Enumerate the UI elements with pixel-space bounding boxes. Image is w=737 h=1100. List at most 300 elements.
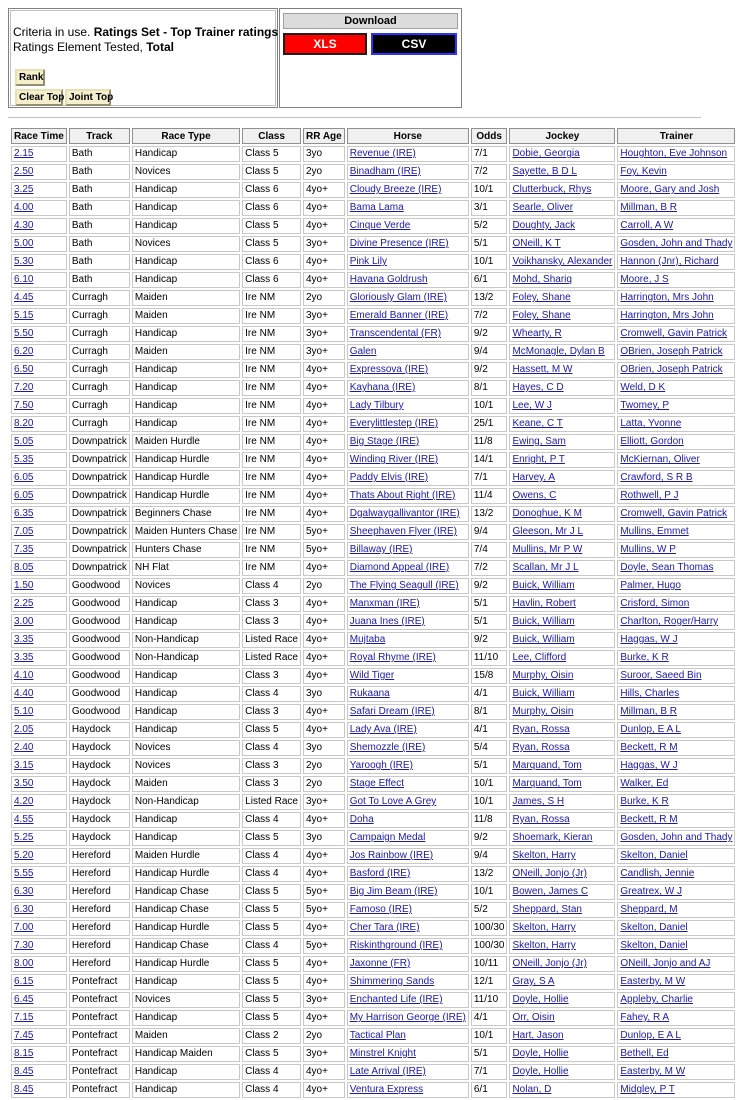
horse-link[interactable]: My Harrison George (IRE) xyxy=(349,1012,466,1023)
race-time-link[interactable]: 5.20 xyxy=(14,850,34,861)
rank-button[interactable]: Rank xyxy=(15,69,45,86)
cell-track: Haydock xyxy=(69,722,130,738)
race-time-link[interactable]: 7.20 xyxy=(14,382,34,393)
race-time-link[interactable]: 4.30 xyxy=(14,220,34,231)
jockey-link[interactable]: Ryan, Rossa xyxy=(512,724,570,735)
cell-horse xyxy=(347,776,469,792)
horse-link[interactable]: Gloriously Glam (IRE) xyxy=(349,292,447,303)
cell-race-time xyxy=(11,398,67,414)
column-header-race-type[interactable]: Race Type xyxy=(132,128,240,144)
race-time-link[interactable]: 3.00 xyxy=(14,616,34,627)
table-row xyxy=(11,1010,735,1026)
trainer-link[interactable]: ONeill, Jonjo and AJ xyxy=(620,958,711,969)
download-xls-button[interactable]: XLS xyxy=(283,33,367,55)
trainer-link[interactable]: Weld, D K xyxy=(620,382,666,393)
jockey-link[interactable]: Ewing, Sam xyxy=(512,436,566,447)
trainer-link[interactable]: Moore, Gary and Josh xyxy=(620,184,720,195)
horse-link[interactable]: Late Arrival (IRE) xyxy=(349,1066,426,1077)
horse-link[interactable]: Everylittlestep (IRE) xyxy=(349,418,439,429)
cell-race-time xyxy=(11,794,67,810)
trainer-link[interactable]: Hills, Charles xyxy=(620,688,680,699)
cell-class: Ire NM xyxy=(242,524,301,540)
horse-link[interactable]: Diamond Appeal (IRE) xyxy=(349,562,450,573)
cell-trainer xyxy=(617,308,735,324)
jockey-link[interactable]: Marquand, Tom xyxy=(512,760,582,771)
column-header-horse[interactable]: Horse xyxy=(347,128,469,144)
cell-horse xyxy=(347,290,469,306)
trainer-link[interactable]: Gosden, John and Thady xyxy=(620,832,733,843)
horse-link[interactable]: Rukaana xyxy=(349,688,390,699)
cell-trainer xyxy=(617,794,735,810)
jockey-link[interactable]: Scallan, Mr J L xyxy=(512,562,579,573)
trainer-link[interactable]: Fahey, R A xyxy=(620,1012,670,1023)
horse-link[interactable]: Jos Rainbow (IRE) xyxy=(349,850,434,861)
cell-odds: 9/2 xyxy=(471,362,508,378)
cell-horse xyxy=(347,902,469,918)
race-time-link[interactable]: 4.00 xyxy=(14,202,34,213)
cell-horse xyxy=(347,236,469,252)
cell-odds: 8/1 xyxy=(471,380,508,396)
jockey-link[interactable]: Hart, Jason xyxy=(512,1030,564,1041)
jockey-link[interactable]: Sheppard, Stan xyxy=(512,904,582,915)
horse-link[interactable]: Big Stage (IRE) xyxy=(349,436,420,447)
jockey-link[interactable]: Shoemark, Kieran xyxy=(512,832,593,843)
race-time-link[interactable]: 6.45 xyxy=(14,994,34,1005)
race-time-link[interactable]: 5.10 xyxy=(14,706,34,717)
jockey-link[interactable]: Donoghue, K M xyxy=(512,508,582,519)
trainer-link[interactable]: Harrington, Mrs John xyxy=(620,310,714,321)
cell-track: Goodwood xyxy=(69,650,130,666)
table-row xyxy=(11,362,735,378)
race-time-link[interactable]: 2.15 xyxy=(14,148,34,159)
trainer-link[interactable]: Crawford, S R B xyxy=(620,472,693,483)
race-time-link[interactable]: 7.35 xyxy=(14,544,34,555)
trainer-link[interactable]: Skelton, Daniel xyxy=(620,850,688,861)
jockey-link[interactable]: ONeill, Jonjo (Jr) xyxy=(512,868,587,879)
cell-horse xyxy=(347,992,469,1008)
cell-race-type: Novices xyxy=(132,236,240,252)
jockey-link[interactable]: Ryan, Rossa xyxy=(512,814,570,825)
race-time-link[interactable]: 2.50 xyxy=(14,166,34,177)
race-time-link[interactable]: 3.35 xyxy=(14,634,34,645)
jockey-link[interactable]: Lee, Clifford xyxy=(512,652,567,663)
race-time-link[interactable]: 5.05 xyxy=(14,436,34,447)
cell-class: Class 5 xyxy=(242,902,301,918)
trainer-link[interactable]: Candlish, Jennie xyxy=(620,868,695,879)
criteria-prefix: Criteria in use. xyxy=(13,25,91,39)
trainer-link[interactable]: Millman, B R xyxy=(620,706,678,717)
column-header-class[interactable]: Class xyxy=(242,128,301,144)
horse-link[interactable]: Divine Presence (IRE) xyxy=(349,238,449,249)
horse-link[interactable]: Paddy Elvis (IRE) xyxy=(349,472,429,483)
race-time-link[interactable]: 7.00 xyxy=(14,922,34,933)
race-time-link[interactable]: 6.30 xyxy=(14,886,34,897)
cell-track: Hereford xyxy=(69,902,130,918)
horse-link[interactable]: Shimmering Sands xyxy=(349,976,435,987)
cell-odds: 15/8 xyxy=(471,668,508,684)
jockey-link[interactable]: Mohd, Shariq xyxy=(512,274,572,285)
column-header-rr-age[interactable]: RR Age xyxy=(303,128,345,144)
horse-link[interactable]: Bama Lama xyxy=(349,202,404,213)
cell-class: Class 5 xyxy=(242,218,301,234)
trainer-link[interactable]: Easterby, M W xyxy=(620,1066,686,1077)
race-time-link[interactable]: 7.05 xyxy=(14,526,34,537)
trainer-link[interactable]: Bethell, Ed xyxy=(620,1048,669,1059)
cell-trainer xyxy=(617,902,735,918)
horse-link[interactable]: Minstrel Knight xyxy=(349,1048,416,1059)
horse-link[interactable]: Cloudy Breeze (IRE) xyxy=(349,184,442,195)
results-table xyxy=(9,126,737,1100)
cell-jockey xyxy=(509,614,615,630)
jockey-link[interactable]: Clutterbuck, Rhys xyxy=(512,184,592,195)
trainer-link[interactable]: Greatrex, W J xyxy=(620,886,683,897)
trainer-link[interactable]: Charlton, Roger/Harry xyxy=(620,616,719,627)
horse-link[interactable]: Stage Effect xyxy=(349,778,405,789)
cell-class: Class 4 xyxy=(242,938,301,954)
horse-link[interactable]: Winding River (IRE) xyxy=(349,454,439,465)
download-csv-button[interactable]: CSV xyxy=(371,33,457,55)
trainer-link[interactable]: Cromwell, Gavin Patrick xyxy=(620,508,728,519)
race-time-link[interactable]: 4.40 xyxy=(14,688,34,699)
joint-top-button[interactable]: Joint Top xyxy=(65,89,111,106)
race-time-link[interactable]: 6.15 xyxy=(14,976,34,987)
race-time-link[interactable]: 7.45 xyxy=(14,1030,34,1041)
trainer-link[interactable]: Mullins, Emmet xyxy=(620,526,689,537)
jockey-link[interactable]: Bowen, James C xyxy=(512,886,589,897)
race-time-link[interactable]: 6.20 xyxy=(14,346,34,357)
jockey-link[interactable]: Hayes, C D xyxy=(512,382,564,393)
horse-link[interactable]: Mujtaba xyxy=(349,634,386,645)
cell-race-time xyxy=(11,776,67,792)
horse-link[interactable]: Kayhana (IRE) xyxy=(349,382,416,393)
race-time-link[interactable]: 6.30 xyxy=(14,904,34,915)
horse-link[interactable]: Binadham (IRE) xyxy=(349,166,421,177)
jockey-link[interactable]: ONeill, Jonjo (Jr) xyxy=(512,958,587,969)
jockey-link[interactable]: Havlin, Robert xyxy=(512,598,576,609)
cell-jockey xyxy=(509,488,615,504)
column-header-trainer[interactable]: Trainer xyxy=(617,128,735,144)
race-time-link[interactable]: 7.15 xyxy=(14,1012,34,1023)
race-time-link[interactable]: 6.05 xyxy=(14,490,34,501)
cell-track: Downpatrick xyxy=(69,524,130,540)
horse-link[interactable]: Yaroogh (IRE) xyxy=(349,760,413,771)
race-time-link[interactable]: 5.30 xyxy=(14,256,34,267)
cell-class: Listed Race xyxy=(242,794,301,810)
horse-link[interactable]: Lady Ava (IRE) xyxy=(349,724,417,735)
trainer-link[interactable]: Moore, J S xyxy=(620,274,669,285)
race-time-link[interactable]: 6.05 xyxy=(14,472,34,483)
cell-jockey xyxy=(509,776,615,792)
jockey-link[interactable]: Murphy, Oisin xyxy=(512,706,574,717)
jockey-link[interactable]: Skelton, Harry xyxy=(512,850,576,861)
horse-link[interactable]: Jaxonne (FR) xyxy=(349,958,411,969)
trainer-link[interactable]: Carroll, A W xyxy=(620,220,674,231)
jockey-link[interactable]: Gleeson, Mr J L xyxy=(512,526,584,537)
column-header-track[interactable]: Track xyxy=(69,128,130,144)
race-time-link[interactable]: 5.50 xyxy=(14,328,34,339)
cell-class: Class 3 xyxy=(242,758,301,774)
trainer-link[interactable]: Walker, Ed xyxy=(620,778,669,789)
race-time-link[interactable]: 6.50 xyxy=(14,364,34,375)
horse-link[interactable]: Cher Tara (IRE) xyxy=(349,922,420,933)
jockey-link[interactable]: Lee, W J xyxy=(512,400,552,411)
cell-class: Ire NM xyxy=(242,362,301,378)
jockey-link[interactable]: Foley, Shane xyxy=(512,292,571,303)
jockey-link[interactable]: Foley, Shane xyxy=(512,310,571,321)
cell-track: Hereford xyxy=(69,866,130,882)
jockey-link[interactable]: McMonagle, Dylan B xyxy=(512,346,605,357)
jockey-link[interactable]: Hassett, M W xyxy=(512,364,573,375)
cell-odds: 100/30 xyxy=(471,920,508,936)
race-time-link[interactable]: 4.10 xyxy=(14,670,34,681)
cell-race-time xyxy=(11,506,67,522)
jockey-link[interactable]: Enright, P T xyxy=(512,454,565,465)
jockey-link[interactable]: Keane, C T xyxy=(512,418,563,429)
horse-link[interactable]: Cinque Verde xyxy=(349,220,411,231)
horse-link[interactable]: Juana Ines (IRE) xyxy=(349,616,425,627)
trainer-link[interactable]: Beckett, R M xyxy=(620,742,678,753)
trainer-link[interactable]: Harrington, Mrs John xyxy=(620,292,714,303)
race-time-link[interactable]: 5.15 xyxy=(14,310,34,321)
jockey-link[interactable]: Gray, S A xyxy=(512,976,555,987)
jockey-link[interactable]: Doyle, Hollie xyxy=(512,1066,569,1077)
race-time-link[interactable]: 1.50 xyxy=(14,580,34,591)
table-row xyxy=(11,1082,735,1098)
cell-jockey xyxy=(509,596,615,612)
race-time-link[interactable]: 5.35 xyxy=(14,454,34,465)
trainer-link[interactable]: Mullins, W P xyxy=(620,544,676,555)
jockey-link[interactable]: Doyle, Hollie xyxy=(512,994,569,1005)
cell-race-time xyxy=(11,326,67,342)
cell-race-type: Handicap xyxy=(132,668,240,684)
horse-link[interactable]: The Flying Seagull (IRE) xyxy=(349,580,459,591)
horse-link[interactable]: Thats About Right (IRE) xyxy=(349,490,456,501)
trainer-link[interactable]: Palmer, Hugo xyxy=(620,580,681,591)
jockey-link[interactable]: Doyle, Hollie xyxy=(512,1048,569,1059)
table-row xyxy=(11,938,735,954)
race-time-link[interactable]: 8.00 xyxy=(14,958,34,969)
jockey-link[interactable]: Mullins, Mr P W xyxy=(512,544,583,555)
race-time-link[interactable]: 3.15 xyxy=(14,760,34,771)
jockey-link[interactable]: Doughty, Jack xyxy=(512,220,576,231)
trainer-link[interactable]: Haggas, W J xyxy=(620,760,678,771)
jockey-link[interactable]: Whearty, R xyxy=(512,328,562,339)
cell-rr-age: 4yo+ xyxy=(303,1064,345,1080)
cell-odds: 9/4 xyxy=(471,524,508,540)
jockey-link[interactable]: Nolan, D xyxy=(512,1084,552,1095)
jockey-link[interactable]: James, S H xyxy=(512,796,565,807)
race-time-link[interactable]: 3.35 xyxy=(14,652,34,663)
jockey-link[interactable]: Dobie, Georgia xyxy=(512,148,580,159)
trainer-link[interactable]: Doyle, Sean Thomas xyxy=(620,562,714,573)
jockey-link[interactable]: Searle, Oliver xyxy=(512,202,574,213)
cell-rr-age: 4yo+ xyxy=(303,380,345,396)
jockey-link[interactable]: Marquand, Tom xyxy=(512,778,582,789)
race-time-link[interactable]: 2.40 xyxy=(14,742,34,753)
horse-link[interactable]: Havana Goldrush xyxy=(349,274,428,285)
trainer-link[interactable]: OBrien, Joseph Patrick xyxy=(620,346,723,357)
horse-link[interactable]: Got To Love A Grey xyxy=(349,796,437,807)
trainer-link[interactable]: Suroor, Saeed Bin xyxy=(620,670,702,681)
race-time-link[interactable]: 8.05 xyxy=(14,562,34,573)
cell-rr-age: 3yo xyxy=(303,830,345,846)
race-time-link[interactable]: 8.45 xyxy=(14,1084,34,1095)
horse-link[interactable]: Tactical Plan xyxy=(349,1030,406,1041)
trainer-link[interactable]: Burke, K R xyxy=(620,796,669,807)
horse-link[interactable]: Wild Tiger xyxy=(349,670,395,681)
cell-track: Haydock xyxy=(69,758,130,774)
trainer-link[interactable]: Hannon (Jnr), Richard xyxy=(620,256,719,267)
trainer-link[interactable]: Latta, Yvonne xyxy=(620,418,682,429)
race-time-link[interactable]: 8.45 xyxy=(14,1066,34,1077)
race-time-link[interactable]: 7.50 xyxy=(14,400,34,411)
horse-link[interactable]: Manxman (IRE) xyxy=(349,598,420,609)
horse-link[interactable]: Campaign Medal xyxy=(349,832,426,843)
horse-link[interactable]: Shemozzle (IRE) xyxy=(349,742,426,753)
cell-track: Curragh xyxy=(69,416,130,432)
jockey-link[interactable]: Buick, William xyxy=(512,580,575,591)
jockey-link[interactable]: Ryan, Rossa xyxy=(512,742,570,753)
race-time-link[interactable]: 2.05 xyxy=(14,724,34,735)
cell-class: Class 4 xyxy=(242,578,301,594)
cell-rr-age: 4yo+ xyxy=(303,866,345,882)
column-header-odds[interactable]: Odds xyxy=(471,128,508,144)
cell-trainer xyxy=(617,272,735,288)
trainer-link[interactable]: Houghton, Eve Johnson xyxy=(620,148,728,159)
cell-jockey xyxy=(509,236,615,252)
jockey-link[interactable]: Skelton, Harry xyxy=(512,940,576,951)
trainer-link[interactable]: Rothwell, P J xyxy=(620,490,679,501)
jockey-link[interactable]: Buick, William xyxy=(512,616,575,627)
cell-race-time xyxy=(11,866,67,882)
race-time-link[interactable]: 3.25 xyxy=(14,184,34,195)
horse-link[interactable]: Galen xyxy=(349,346,377,357)
trainer-link[interactable]: Skelton, Daniel xyxy=(620,922,688,933)
cell-trainer xyxy=(617,290,735,306)
cell-odds: 5/1 xyxy=(471,1046,508,1062)
horse-link[interactable]: Emerald Banner (IRE) xyxy=(349,310,449,321)
table-row xyxy=(11,794,735,810)
cell-track: Bath xyxy=(69,182,130,198)
race-time-link[interactable]: 4.45 xyxy=(14,292,34,303)
jockey-link[interactable]: Harvey, A xyxy=(512,472,556,483)
horse-link[interactable]: Billaway (IRE) xyxy=(349,544,413,555)
cell-odds: 9/2 xyxy=(471,326,508,342)
race-time-link[interactable]: 6.10 xyxy=(14,274,34,285)
column-header-jockey[interactable]: Jockey xyxy=(509,128,615,144)
cell-horse xyxy=(347,578,469,594)
horse-link[interactable]: Famoso (IRE) xyxy=(349,904,412,915)
trainer-link[interactable]: McKiernan, Oliver xyxy=(620,454,700,465)
trainer-link[interactable]: Dunlop, E A L xyxy=(620,1030,681,1041)
horse-link[interactable]: Dgalwaygallivantor (IRE) xyxy=(349,508,460,519)
cell-horse xyxy=(347,1046,469,1062)
jockey-link[interactable]: Owens, C xyxy=(512,490,557,501)
trainer-link[interactable]: Sheppard, M xyxy=(620,904,678,915)
jockey-link[interactable]: Buick, William xyxy=(512,634,575,645)
horse-link[interactable]: Riskinthground (IRE) xyxy=(349,940,443,951)
race-time-link[interactable]: 8.20 xyxy=(14,418,34,429)
horse-link[interactable]: Transcendental (FR) xyxy=(349,328,442,339)
jockey-link[interactable]: Voikhansky, Alexander xyxy=(512,256,613,267)
cell-class: Class 5 xyxy=(242,956,301,972)
column-header-race-time[interactable]: Race Time xyxy=(11,128,67,144)
jockey-link[interactable]: ONeill, K T xyxy=(512,238,561,249)
trainer-link[interactable]: Millman, B R xyxy=(620,202,678,213)
horse-link[interactable]: Pink Lily xyxy=(349,256,387,267)
horse-link[interactable]: Basford (IRE) xyxy=(349,868,411,879)
trainer-link[interactable]: Elliott, Gordon xyxy=(620,436,684,447)
cell-trainer xyxy=(617,236,735,252)
trainer-link[interactable]: Gosden, John and Thady xyxy=(620,238,733,249)
clear-top-button[interactable]: Clear Top xyxy=(15,89,63,106)
horse-link[interactable]: Lady Tilbury xyxy=(349,400,404,411)
race-time-link[interactable]: 3.50 xyxy=(14,778,34,789)
horse-link[interactable]: Sheephaven Flyer (IRE) xyxy=(349,526,457,537)
cell-trainer xyxy=(617,848,735,864)
trainer-link[interactable]: Midgley, P T xyxy=(620,1084,675,1095)
horse-link[interactable]: Revenue (IRE) xyxy=(349,148,416,159)
table-row xyxy=(11,1064,735,1080)
jockey-link[interactable]: Skelton, Harry xyxy=(512,922,576,933)
trainer-link[interactable]: Cromwell, Gavin Patrick xyxy=(620,328,728,339)
jockey-link[interactable]: Murphy, Oisin xyxy=(512,670,574,681)
horse-link[interactable]: Expressova (IRE) xyxy=(349,364,429,375)
jockey-link[interactable]: Buick, William xyxy=(512,688,575,699)
race-time-link[interactable]: 7.30 xyxy=(14,940,34,951)
trainer-link[interactable]: OBrien, Joseph Patrick xyxy=(620,364,723,375)
trainer-link[interactable]: Haggas, W J xyxy=(620,634,678,645)
trainer-link[interactable]: Skelton, Daniel xyxy=(620,940,688,951)
race-time-link[interactable]: 8.15 xyxy=(14,1048,34,1059)
race-time-link[interactable]: 5.00 xyxy=(14,238,34,249)
table-body xyxy=(11,146,735,1098)
horse-link[interactable]: Safari Dream (IRE) xyxy=(349,706,435,717)
horse-link[interactable]: Ventura Express xyxy=(349,1084,424,1095)
trainer-link[interactable]: Dunlop, E A L xyxy=(620,724,681,735)
cell-trainer xyxy=(617,506,735,522)
table-row xyxy=(11,956,735,972)
trainer-link[interactable]: Burke, K R xyxy=(620,652,669,663)
cell-trainer xyxy=(617,830,735,846)
race-time-link[interactable]: 2.25 xyxy=(14,598,34,609)
race-time-link[interactable]: 6.35 xyxy=(14,508,34,519)
jockey-link[interactable]: Sayette, B D L xyxy=(512,166,577,177)
race-time-link[interactable]: 5.55 xyxy=(14,868,34,879)
race-time-link[interactable]: 5.25 xyxy=(14,832,34,843)
trainer-link[interactable]: Appleby, Charlie xyxy=(620,994,693,1005)
cell-track: Pontefract xyxy=(69,974,130,990)
cell-trainer xyxy=(617,668,735,684)
cell-rr-age: 4yo+ xyxy=(303,398,345,414)
jockey-link[interactable]: Orr, Oisin xyxy=(512,1012,555,1023)
trainer-link[interactable]: Foy, Kevin xyxy=(620,166,667,177)
race-time-link[interactable]: 4.20 xyxy=(14,796,34,807)
trainer-link[interactable]: Beckett, R M xyxy=(620,814,678,825)
trainer-link[interactable]: Twomey, P xyxy=(620,400,670,411)
horse-link[interactable]: Big Jim Beam (IRE) xyxy=(349,886,438,897)
table-row xyxy=(11,506,735,522)
table-row xyxy=(11,704,735,720)
horse-link[interactable]: Doha xyxy=(349,814,374,825)
horse-link[interactable]: Royal Rhyme (IRE) xyxy=(349,652,436,663)
cell-rr-age: 3yo xyxy=(303,740,345,756)
trainer-link[interactable]: Easterby, M W xyxy=(620,976,686,987)
trainer-link[interactable]: Crisford, Simon xyxy=(620,598,690,609)
horse-link[interactable]: Enchanted Life (IRE) xyxy=(349,994,443,1005)
cell-rr-age: 4yo+ xyxy=(303,974,345,990)
race-time-link[interactable]: 4.55 xyxy=(14,814,34,825)
